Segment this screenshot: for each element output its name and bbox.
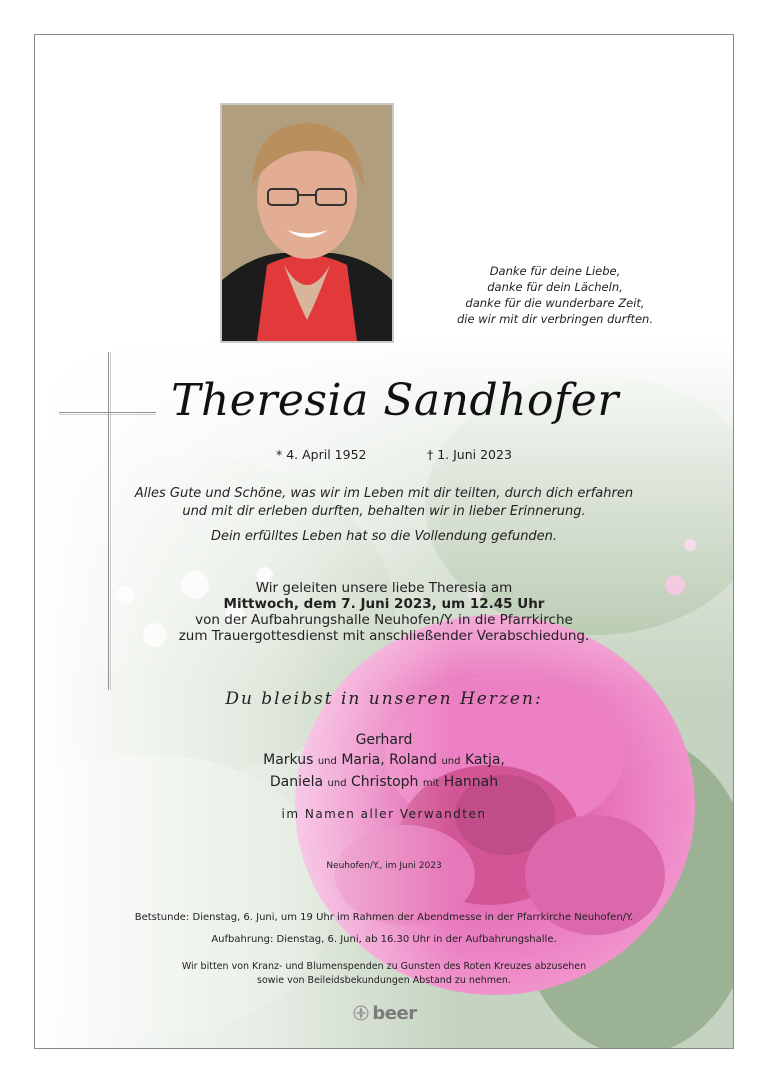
connector-word: und [317, 756, 337, 767]
service-announcement [95, 580, 673, 644]
fulfilled-life-text: Dein erfülltes Leben hat so die Vollendung gefunden. [210, 529, 558, 544]
flower-logo-icon [353, 1005, 369, 1021]
obituary-card [34, 34, 734, 1049]
relatives-text: im Namen aller Verwandten [281, 807, 487, 821]
tribute-text [95, 485, 673, 521]
place-date: Neuhofen/Y., im Juni 2023 [326, 861, 442, 871]
quote-line: die wir mit dir verbringen durften. [457, 312, 653, 326]
logo-text: beer [372, 1002, 417, 1024]
deceased-name: Theresia Sandhofer [171, 375, 619, 426]
birth-date: * 4. April 1952 [276, 447, 367, 462]
tribute-line: und mit dir erleben durften, behalten wir in lieber Erinnerung. [182, 504, 586, 519]
mourner-name: Daniela [269, 774, 324, 790]
mourner-name: Katja, [464, 752, 505, 768]
mourners-heading: Du bleibst in unseren Herzen: [225, 689, 543, 709]
mourner-line [95, 750, 673, 772]
notice-line: sowie von Beileidsbekundungen Abstand zu nehmen. [257, 975, 511, 986]
connector-word: mit [422, 778, 440, 789]
connector-word: und [327, 778, 347, 789]
notice-line: Wir bitten von Kranz- und Blumenspenden zu Gunsten des Roten Kreuzes abzusehen [181, 961, 587, 972]
service-date: Mittwoch, dem 7. Juni 2023, um 12.45 Uhr [223, 596, 545, 612]
service-line: Wir geleiten unsere liebe Theresia am [255, 580, 513, 596]
mourner-spouse: Gerhard [355, 732, 413, 748]
service-line: von der Aufbahrungshalle Neuhofen/Y. in die Pfarrkirche [195, 612, 573, 628]
connector-word: und [441, 756, 461, 767]
quote-line: danke für dein Lächeln, [487, 280, 623, 294]
service-line: zum Trauergottesdienst mit anschließender Verabschiedung. [178, 628, 590, 644]
quote-line: danke für die wunderbare Zeit, [465, 296, 645, 310]
mourners-list [95, 730, 673, 794]
mourner-name: Markus [263, 752, 314, 768]
quote-text [415, 263, 695, 327]
death-date: † 1. Juni 2023 [427, 447, 512, 462]
tribute-line: Alles Gute und Schöne, was wir im Leben mit dir teilten, durch dich erfahren [134, 486, 634, 501]
mourner-name: Hannah [443, 774, 499, 790]
portrait-photo [220, 103, 394, 343]
donation-notice [75, 960, 693, 988]
betstunde-info: Betstunde: Dienstag, 6. Juni, um 19 Uhr im Rahmen der Abendmesse in der Pfarrkirche Neuhofen/Y. [134, 912, 634, 923]
aufbahrung-info: Aufbahrung: Dienstag, 6. Juni, ab 16.30 Uhr in der Aufbahrungshalle. [211, 934, 557, 945]
mourner-line [95, 772, 673, 794]
beer-logo [345, 1001, 425, 1025]
mourner-name: Christoph [351, 774, 419, 790]
quote-line: Danke für deine Liebe, [489, 264, 621, 278]
mourner-name: Maria, Roland [341, 752, 438, 768]
